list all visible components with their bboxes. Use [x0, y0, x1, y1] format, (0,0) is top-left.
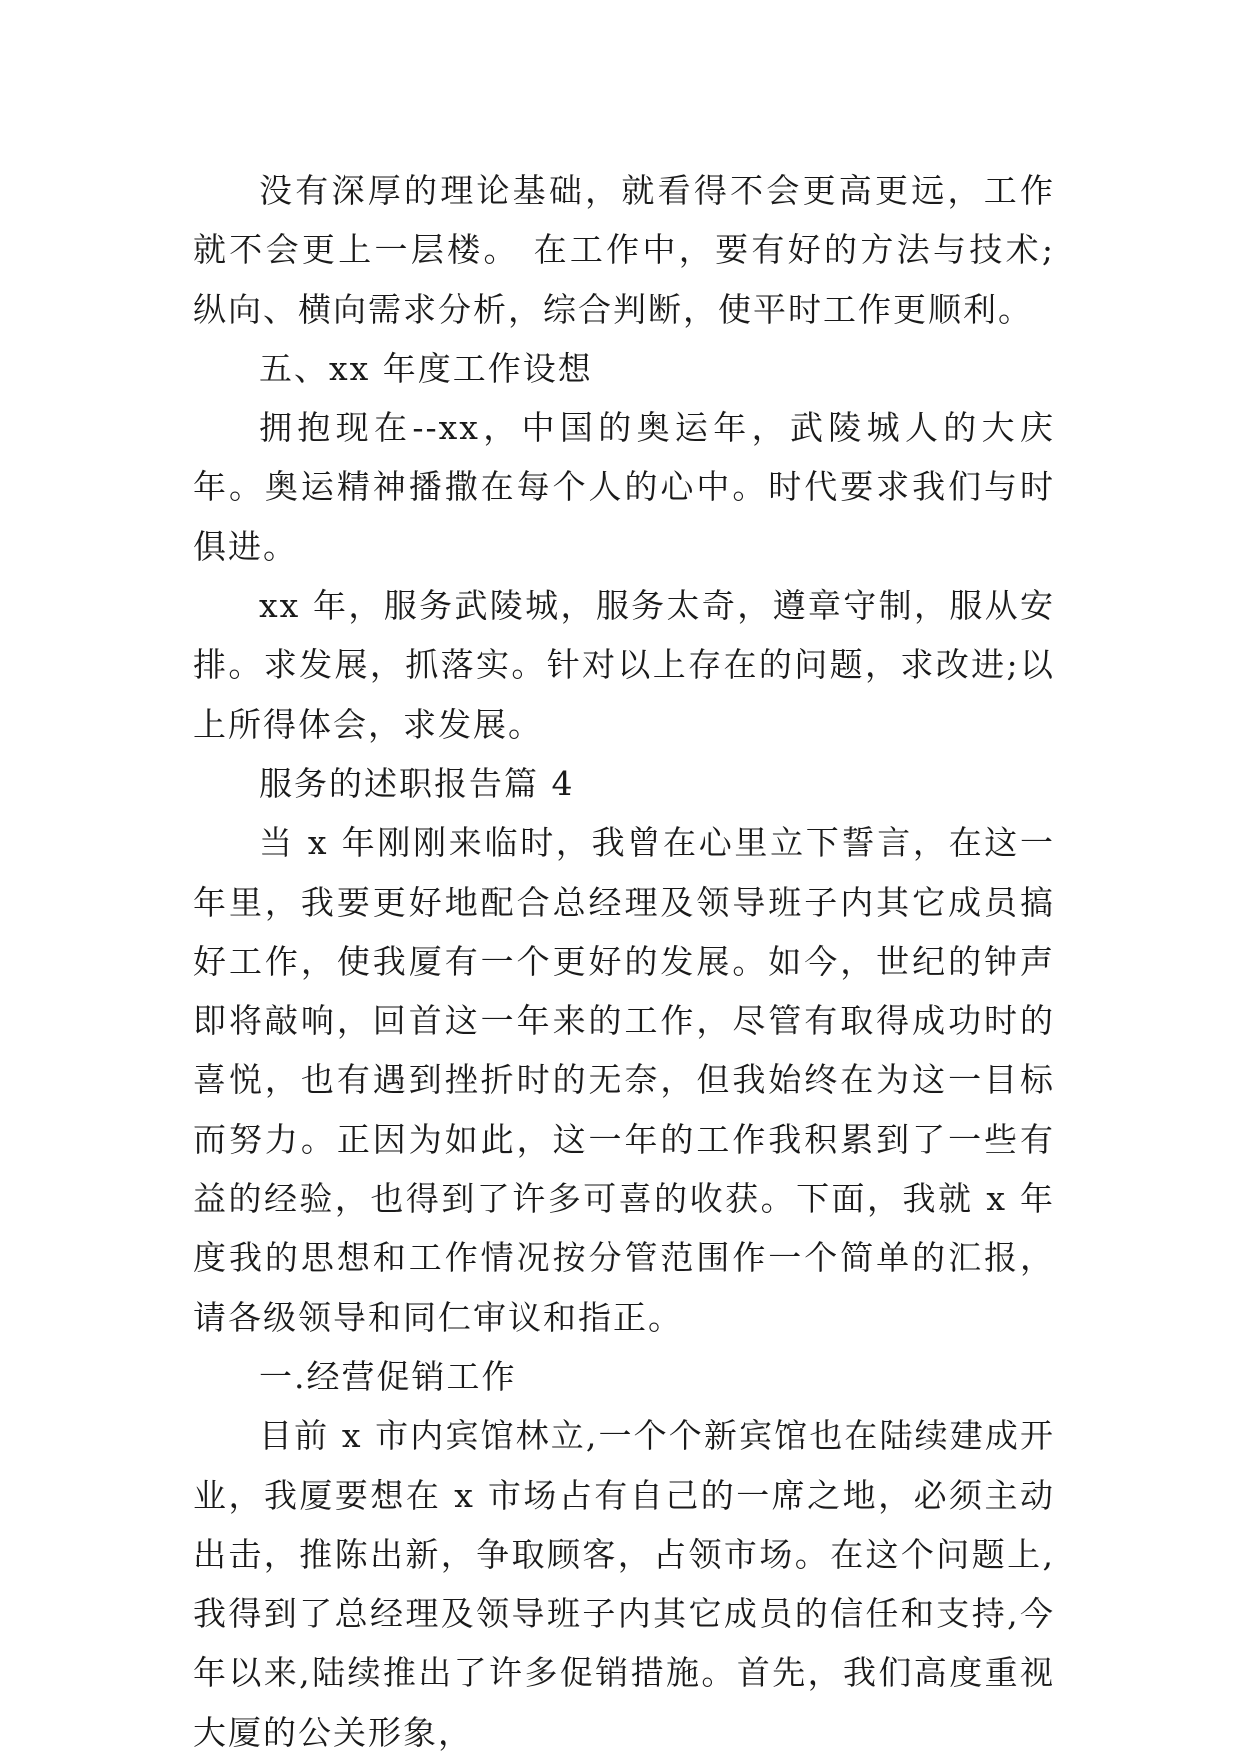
- paragraph: 当 x 年刚刚来临时，我曾在心里立下誓言，在这一年里，我要更好地配合总经理及领导班子内其它成员搞好工作，使我厦有一个更好的发展。如今，世纪的钟声即将敲响，回首这一年来的工作，尽管有取得成功时的喜悦，也有遇到挫折时的无奈，但我始终在为这一目标而努力。正因为如此，这一年的工作我积累到了一些有益的经验，也得到了许多可喜的收获。下面，我就 x 年度我的思想和工作情况按分管范围作一个简单的汇报，请各级领导和同仁审议和指正。: [193, 823, 1055, 1337]
- section-heading: 服务的述职报告篇 4: [259, 763, 575, 803]
- document-body: [193, 161, 1055, 1762]
- section-heading: 一.经营促销工作: [259, 1356, 517, 1396]
- paragraph: 拥抱现在--xx，中国的奥运年，武陵城人的大庆年。奥运精神播撒在每个人的心中。时代要求我们与时俱进。: [193, 408, 1055, 566]
- paragraph: xx 年，服务武陵城，服务太奇，遵章守制，服从安排。求发展，抓落实。针对以上存在的问题，求改进;以上所得体会，求发展。: [193, 586, 1055, 744]
- paragraph: 目前 x 市内宾馆林立,一个个新宾馆也在陆续建成开业，我厦要想在 x 市场占有自己的一席之地，必须主动出击，推陈出新，争取顾客，占领市场。在这个问题上,我得到了总经理及领导班子内其它成员的信任和支持,今年以来,陆续推出了许多促销措施。首先，我们高度重视大厦的公关形象，: [193, 1416, 1055, 1752]
- section-heading: 五、xx 年度工作设想: [259, 348, 593, 388]
- paragraph: 没有深厚的理论基础，就看得不会更高更远，工作就不会更上一层楼。 在工作中，要有好的方法与技术;纵向、横向需求分析，综合判断，使平时工作更顺利。: [193, 171, 1055, 329]
